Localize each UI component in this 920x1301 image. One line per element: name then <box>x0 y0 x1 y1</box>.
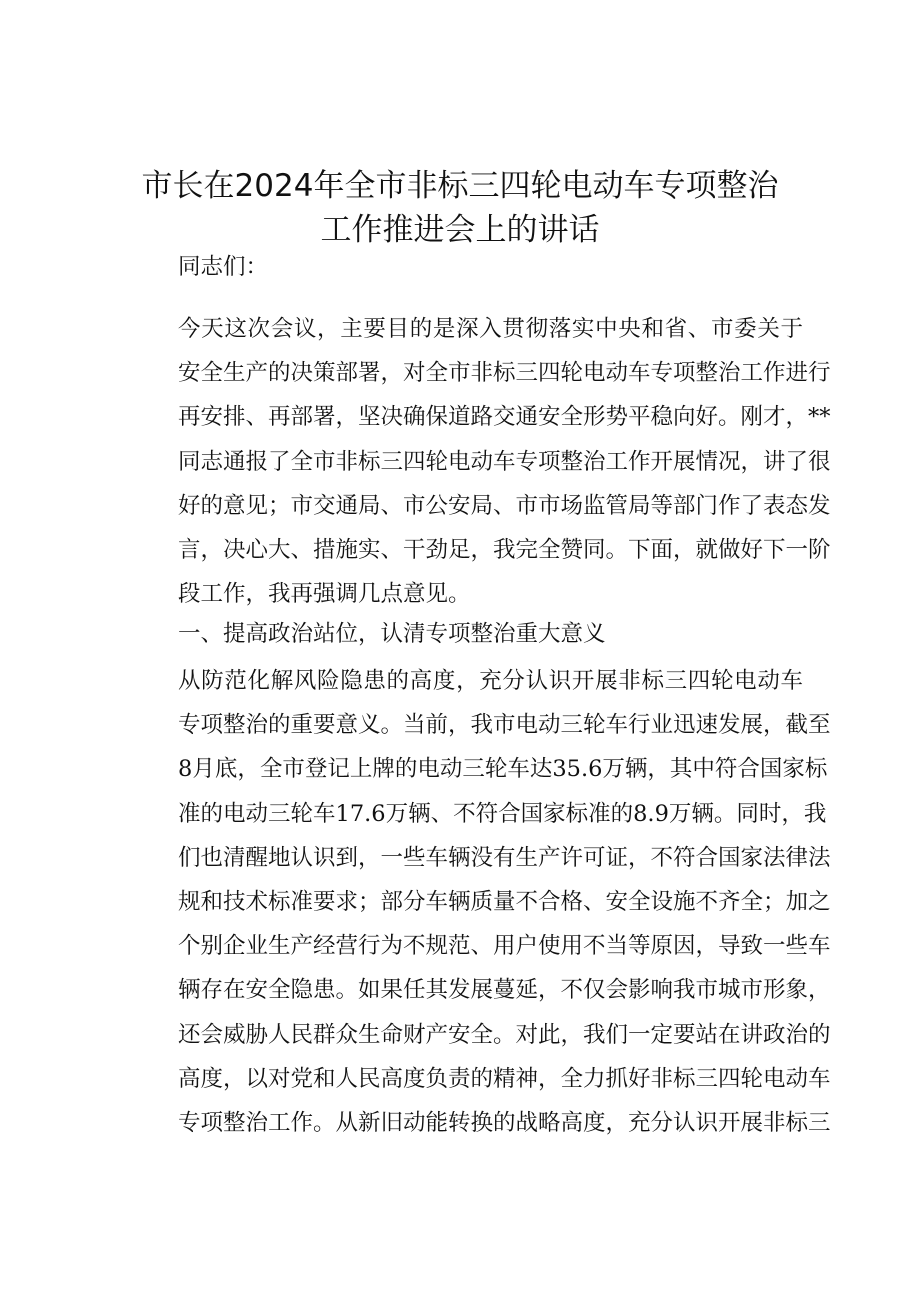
paragraph-1-line: 今天这次会议，主要目的是深入贯彻落实中央和省、市委关于 <box>178 316 803 342</box>
paragraph-2-line: 准的电动三轮车17.6万辆、不符合国家标准的8.9万辆。同时，我 <box>178 800 827 827</box>
section-heading-1: 一、提高政治站位，认清专项整治重大意义 <box>178 621 606 647</box>
paragraph-1-line: 段工作，我再强调几点意见。 <box>178 581 471 608</box>
paragraph-2-line: 从防范化解风险隐患的高度，充分认识开展非标三四轮电动车 <box>178 668 803 694</box>
paragraph-2-line: 个别企业生产经营行为不规范、用户使用不当等原因，导致一些车 <box>178 933 831 960</box>
paragraph-2-line: 8月底，全市登记上牌的电动三轮车达35.6万辆，其中符合国家标 <box>178 756 828 783</box>
paragraph-2-line: 们也清醒地认识到，一些车辆没有生产许可证，不符合国家法律法 <box>178 844 831 871</box>
paragraph-2 <box>133 659 831 1145</box>
paragraph-2-line: 规和技术标准要求；部分车辆质量不合格、安全设施不齐全；加之 <box>178 888 831 915</box>
paragraph-1-line: 再安排、再部署，坚决确保道路交通安全形势平稳向好。刚才，** <box>178 404 831 431</box>
paragraph-2-line: 专项整治的重要意义。当前，我市电动三轮车行业迅速发展，截至 <box>178 712 831 739</box>
paragraph-2-line: 辆存在安全隐患。如果任其发展蔓延，不仅会影响我市城市形象， <box>178 977 831 1004</box>
paragraph-1-line: 言，决心大、措施实、干劲足，我完全赞同。下面，就做好下一阶 <box>178 536 831 563</box>
paragraph-2-line: 专项整治工作。从新旧动能转换的战略高度，充分认识开展非标三 <box>178 1109 831 1136</box>
paragraph-1-line: 安全生产的决策部署，对全市非标三四轮电动车专项整治工作进行 <box>178 360 831 387</box>
document-title-line-1: 市长在2024年全市非标三四轮电动车专项整治 <box>141 168 779 204</box>
paragraph-2-line: 还会威胁人民群众生命财产安全。对此，我们一定要站在讲政治的 <box>178 1021 831 1048</box>
paragraph-2-line: 高度，以对党和人民高度负责的精神，全力抓好非标三四轮电动车 <box>178 1065 831 1092</box>
document-title-line-2: 工作推进会上的讲话 <box>320 212 600 248</box>
paragraph-1-line: 同志通报了全市非标三四轮电动车专项整治工作开展情况，讲了很 <box>178 448 831 475</box>
paragraph-1-line: 好的意见；市交通局、市公安局、市市场监管局等部门作了表态发 <box>178 492 831 519</box>
paragraph-1 <box>133 307 831 616</box>
salutation: 同志们： <box>178 254 269 280</box>
